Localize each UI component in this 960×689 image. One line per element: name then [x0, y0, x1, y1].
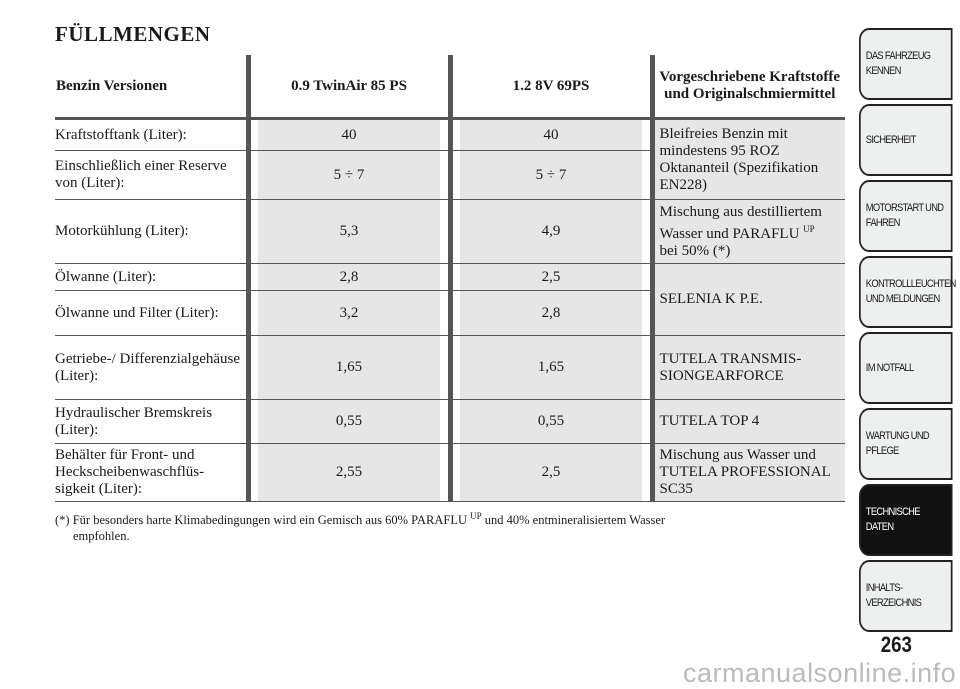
value-twinair: 40 — [248, 119, 450, 151]
table-row — [55, 119, 845, 151]
value-8v: 2,8 — [450, 291, 652, 336]
spec-gear: TUTELA TRANSMIS-SIONGEARFORCE — [652, 336, 845, 400]
table-row — [55, 200, 845, 264]
row-label: Getriebe-/ Differenzialgehäuse (Liter): — [55, 336, 248, 400]
row-label: Einschließlich einer Reserve von (Liter): — [55, 151, 248, 200]
footnote-text-3: empfohlen. — [73, 529, 130, 544]
table-row — [55, 400, 845, 444]
header-versions: Benzin Versionen — [55, 55, 248, 119]
value-8v: 2,5 — [450, 264, 652, 291]
footnote-sup: UP — [470, 511, 482, 521]
tab-sicherheit[interactable] — [859, 104, 953, 176]
value-twinair: 2,8 — [248, 264, 450, 291]
tab-label: INHALTS- VERZEICHNIS — [865, 582, 922, 609]
page-number: 263 — [880, 632, 912, 657]
spec-coolant-ratio: bei 50% (*) — [659, 242, 731, 259]
header-8v: 1.2 8V 69PS — [450, 55, 652, 119]
row-label: Kraftstofftank (Liter): — [55, 119, 248, 151]
spec-brake: TUTELA TOP 4 — [652, 400, 845, 444]
spec-coolant — [652, 200, 845, 264]
header-twinair: 0.9 TwinAir 85 PS — [248, 55, 450, 119]
tab-technische-daten[interactable] — [859, 484, 953, 556]
row-label: Behälter für Front- und Heckscheibenwaschflüs-sigkeit (Liter): — [55, 444, 248, 502]
tab-label: DAS FAHRZEUG KENNEN — [865, 50, 931, 77]
row-label: Hydraulischer Bremskreis (Liter): — [55, 400, 248, 444]
row-label: Ölwanne (Liter): — [55, 264, 248, 291]
watermark: carmanualsonline.info — [683, 658, 957, 688]
spec-oil: SELENIA K P.E. — [652, 264, 845, 336]
footnote — [55, 508, 835, 544]
spec-coolant-sup: UP — [803, 223, 815, 234]
value-8v: 2,5 — [450, 444, 652, 502]
row-label: Motorkühlung (Liter): — [55, 200, 248, 264]
tab-label: KONTROLLLEUCHTEN UND MELDUNGEN — [865, 278, 956, 305]
footnote-text: (*) Für besonders harte Klimabedingungen wird ein Gemisch aus 60% PARAFLU — [55, 513, 467, 528]
value-8v: 1,65 — [450, 336, 652, 400]
tab-label: TECHNISCHE DATEN — [865, 506, 920, 533]
tab-das-fahrzeug-kennen[interactable] — [859, 28, 953, 100]
tab-wartung-und-pflege[interactable] — [859, 408, 953, 480]
tab-label: WARTUNG UND PFLEGE — [865, 430, 929, 457]
capacities-table — [55, 55, 845, 502]
tab-inhaltsverzeichnis[interactable] — [859, 560, 953, 632]
value-8v: 5 ÷ 7 — [450, 151, 652, 200]
value-8v: 4,9 — [450, 200, 652, 264]
value-twinair: 5,3 — [248, 200, 450, 264]
tab-kontrollleuchten[interactable] — [859, 256, 956, 328]
table-row — [55, 264, 845, 291]
tab-label: SICHERHEIT — [865, 133, 916, 146]
value-8v: 0,55 — [450, 400, 652, 444]
tab-im-notfall[interactable] — [859, 332, 953, 404]
value-twinair: 1,65 — [248, 336, 450, 400]
table-header-row — [55, 55, 845, 119]
spec-fuel: Bleifreies Benzin mit mindestens 95 ROZ Oktananteil (Spezifikation EN228) — [652, 119, 845, 200]
table-row — [55, 336, 845, 400]
spec-washer: Mischung aus Wasser und TUTELA PROFESSIONAL SC35 — [652, 444, 845, 502]
value-twinair: 2,55 — [248, 444, 450, 502]
value-twinair: 5 ÷ 7 — [248, 151, 450, 200]
value-twinair: 3,2 — [248, 291, 450, 336]
row-label: Ölwanne und Filter (Liter): — [55, 291, 248, 336]
tab-label: MOTORSTART UND FAHREN — [865, 202, 944, 229]
value-8v: 40 — [450, 119, 652, 151]
footnote-text-2: und 40% entmineralisiertem Wasser — [484, 513, 666, 528]
spec-coolant-text: Mischung aus destilliertem Wasser und PARAFLU — [659, 203, 822, 242]
value-twinair: 0,55 — [248, 400, 450, 444]
table-row — [55, 444, 845, 502]
header-specs: Vorgeschriebene Kraftstoffe und Originalschmiermittel — [652, 55, 845, 119]
page-title: FÜLLMENGEN — [55, 22, 211, 46]
tab-label: IM NOTFALL — [865, 361, 914, 374]
tab-motorstart-und-fahren[interactable] — [859, 180, 953, 252]
